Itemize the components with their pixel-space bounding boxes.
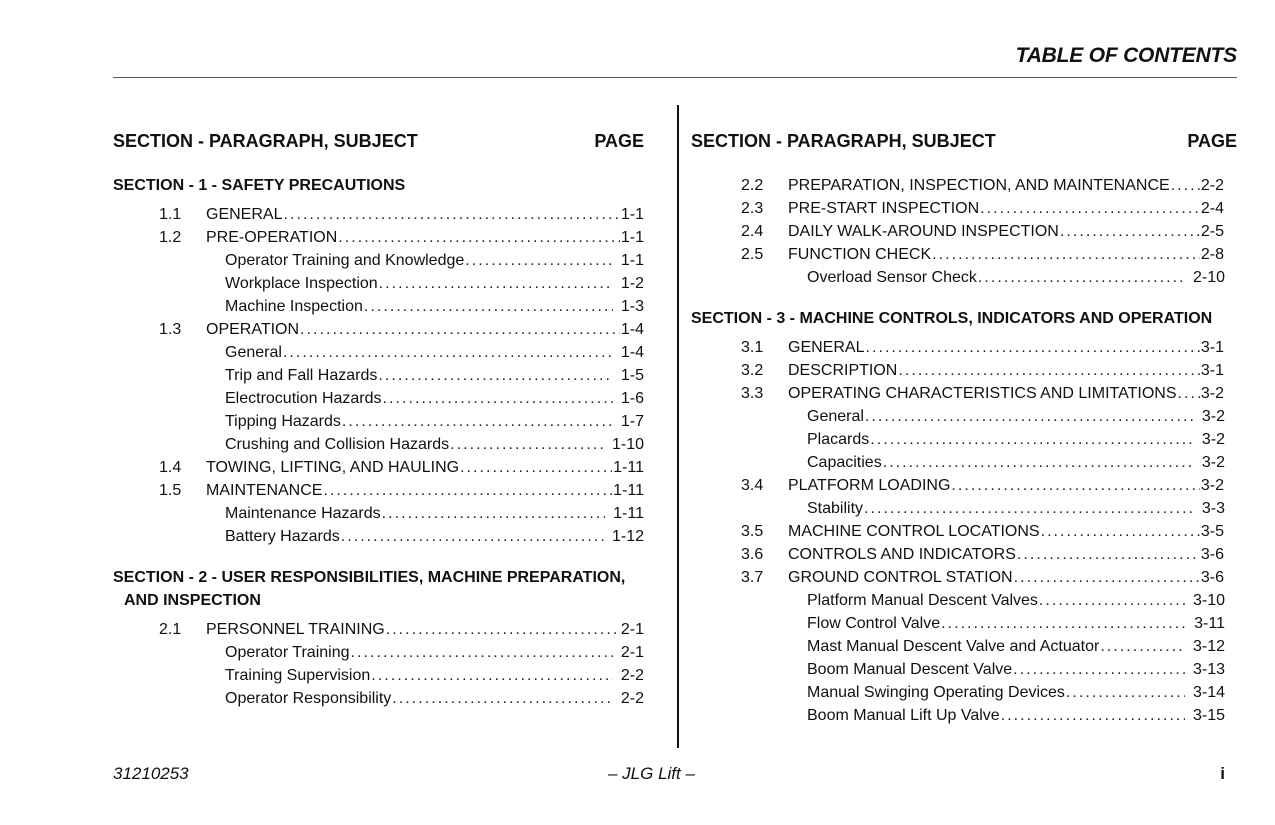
dot-leader [951, 474, 1199, 497]
section-heading [113, 174, 644, 197]
dot-leader [283, 341, 613, 364]
toc-entry-title: Manual Swinging Operating Devices [807, 684, 1065, 701]
toc-entry-number: 1.2 [159, 229, 182, 246]
toc-entry-title: Crushing and Collision Hazards [225, 436, 450, 453]
toc-subentry[interactable] [691, 497, 1237, 520]
dot-leader [865, 336, 1199, 359]
toc-entry-title: Machine Inspection [225, 298, 363, 315]
toc-entry-page: 1-12 [611, 528, 644, 545]
toc-entry[interactable] [691, 197, 1237, 220]
toc-entry-page: 1-2 [620, 275, 644, 292]
dot-leader [980, 197, 1200, 220]
toc-entry-page: 2-1 [620, 621, 644, 638]
toc-sections [691, 174, 1237, 727]
dot-leader [450, 433, 604, 456]
toc-right-column [691, 126, 1237, 727]
toc-subentry[interactable] [691, 589, 1237, 612]
toc-subentry[interactable] [113, 525, 644, 548]
dot-leader [323, 479, 612, 502]
toc-entry-title: Capacities [807, 454, 882, 471]
toc-entry-number: 3.5 [741, 523, 764, 540]
toc-subentry[interactable] [113, 502, 644, 525]
toc-entry-title: General [225, 344, 282, 361]
toc-entry-title: Battery Hazards [225, 528, 340, 545]
dot-leader [378, 364, 613, 387]
toc-entry-number: 3.2 [741, 362, 764, 379]
toc-entry-page: 3-11 [1194, 615, 1225, 632]
toc-entry[interactable] [691, 220, 1237, 243]
toc-entry-page: 3-1 [1200, 339, 1224, 356]
toc-entry-title: MACHINE CONTROL LOCATIONS [788, 523, 1040, 540]
toc-entry-page: 1-11 [613, 482, 644, 499]
toc-entry-title: Platform Manual Descent Valves [807, 592, 1038, 609]
column-heading-page: PAGE [594, 131, 644, 151]
toc-entry-title: Training Supervision [225, 667, 371, 684]
toc-entry-title: TOWING, LIFTING, AND HAULING [206, 459, 460, 476]
toc-entry-title: PERSONNEL TRAINING [206, 621, 385, 638]
toc-entry-page: 1-4 [620, 321, 644, 338]
dot-leader [870, 428, 1194, 451]
toc-entry-number: 1.1 [159, 206, 182, 223]
toc-subentry[interactable] [113, 341, 644, 364]
toc-entry-number: 2.2 [741, 177, 764, 194]
toc-subentry[interactable] [113, 433, 644, 456]
toc-entry-title: FUNCTION CHECK [788, 246, 932, 263]
column-heading-page: PAGE [1187, 131, 1237, 151]
toc-entry-title: Boom Manual Lift Up Valve [807, 707, 1000, 724]
dot-leader [1001, 704, 1185, 727]
toc-entry[interactable] [691, 566, 1237, 589]
section-heading-text: SECTION - 1 - SAFETY PRECAUTIONS [113, 177, 406, 194]
dot-leader [1014, 566, 1200, 589]
toc-entry-title: Maintenance Hazards [225, 505, 381, 522]
dot-leader [864, 497, 1194, 520]
toc-entry-title: DESCRIPTION [788, 362, 898, 379]
section-heading [113, 566, 644, 612]
column-heading [113, 126, 644, 156]
toc-entry-number: 1.5 [159, 482, 182, 499]
toc-entry-page: 2-2 [620, 690, 644, 707]
toc-entry-title: Boom Manual Descent Valve [807, 661, 1013, 678]
dot-leader [342, 410, 613, 433]
toc-entry-page: 1-11 [613, 459, 644, 476]
footer-brand: – JLG Lift – [608, 764, 695, 783]
toc-entry-title: PREPARATION, INSPECTION, AND MAINTENANCE [788, 177, 1170, 194]
dot-leader [978, 266, 1185, 289]
toc-entry-list [691, 174, 1237, 289]
toc-entry-page: 3-13 [1192, 661, 1225, 678]
toc-entry-page: 3-6 [1200, 546, 1224, 563]
dot-leader [1177, 382, 1199, 405]
toc-entry-title: Operator Training and Knowledge [225, 252, 465, 269]
toc-entry-title: Stability [807, 500, 864, 517]
toc-entry-title: Operator Responsibility [225, 690, 392, 707]
dot-leader [1060, 220, 1200, 243]
toc-entry[interactable] [691, 243, 1237, 266]
toc-entry[interactable] [691, 520, 1237, 543]
toc-subentry[interactable] [691, 681, 1237, 704]
toc-entry-number: 1.3 [159, 321, 182, 338]
dot-leader [283, 203, 619, 226]
toc-entry[interactable] [113, 203, 644, 226]
toc-subentry[interactable] [113, 641, 644, 664]
column-heading-subject: SECTION - PARAGRAPH, SUBJECT [113, 131, 418, 151]
toc-entry-page: 3-12 [1192, 638, 1225, 655]
toc-entry-title: MAINTENANCE [206, 482, 323, 499]
toc-entry-title: Workplace Inspection [225, 275, 378, 292]
toc-entry-number: 3.3 [741, 385, 764, 402]
toc-entry-title: PLATFORM LOADING [788, 477, 951, 494]
toc-subentry[interactable] [691, 266, 1237, 289]
toc-subentry[interactable] [113, 249, 644, 272]
dot-leader [883, 451, 1194, 474]
dot-leader [932, 243, 1200, 266]
toc-entry[interactable] [691, 359, 1237, 382]
toc-entry-title: GENERAL [206, 206, 283, 223]
section-heading-text: SECTION - 2 - USER RESPONSIBILITIES, MACHINE PREPARATION, [113, 569, 626, 586]
toc-entry-page: 1-6 [620, 390, 644, 407]
column-heading [691, 126, 1237, 156]
toc-subentry[interactable] [691, 428, 1237, 451]
dot-leader [382, 502, 606, 525]
column-divider [677, 105, 679, 748]
toc-entry-title: PRE-OPERATION [206, 229, 338, 246]
dot-leader [865, 405, 1194, 428]
dot-leader [941, 612, 1186, 635]
toc-entry-number: 2.3 [741, 200, 764, 217]
toc-subentry[interactable] [691, 451, 1237, 474]
dot-leader [392, 687, 613, 710]
toc-entry-title: General [807, 408, 864, 425]
toc-entry-page: 3-14 [1192, 684, 1225, 701]
toc-left-column [113, 126, 644, 710]
toc-entry-page: 2-5 [1200, 223, 1224, 240]
toc-entry-list [691, 336, 1237, 727]
toc-entry-page: 1-10 [611, 436, 644, 453]
section-heading-text: SECTION - 3 - MACHINE CONTROLS, INDICATORS AND OPERATION [691, 310, 1213, 327]
dot-leader [383, 387, 613, 410]
section-heading-continuation: AND INSPECTION [124, 592, 261, 609]
toc-entry-page: 2-2 [620, 667, 644, 684]
dot-leader [465, 249, 613, 272]
toc-subentry[interactable] [113, 664, 644, 687]
dot-leader [460, 456, 612, 479]
toc-entry-page: 3-2 [1200, 385, 1224, 402]
dot-leader [898, 359, 1200, 382]
dot-leader [1066, 681, 1185, 704]
toc-entry[interactable] [113, 479, 644, 502]
toc-entry-page: 3-2 [1201, 408, 1225, 425]
toc-entry-page: 3-2 [1201, 454, 1225, 471]
toc-entry-title: Operator Training [225, 644, 350, 661]
toc-entry-title: OPERATING CHARACTERISTICS AND LIMITATIONS [788, 385, 1177, 402]
toc-entry-number: 2.1 [159, 621, 182, 638]
toc-entry-list [113, 618, 644, 710]
toc-entry-page: 2-4 [1200, 200, 1224, 217]
toc-subentry[interactable] [113, 687, 644, 710]
toc-subentry[interactable] [113, 295, 644, 318]
toc-entry[interactable] [113, 226, 644, 249]
dot-leader [1017, 543, 1200, 566]
dot-leader [379, 272, 613, 295]
toc-entry-title: GENERAL [788, 339, 865, 356]
toc-entry-page: 2-8 [1200, 246, 1224, 263]
toc-entry-title: Tipping Hazards [225, 413, 341, 430]
toc-entry-page: 3-2 [1201, 431, 1225, 448]
toc-entry-page: 1-11 [613, 505, 644, 522]
dot-leader [1041, 520, 1200, 543]
toc-subentry[interactable] [691, 658, 1237, 681]
toc-subentry[interactable] [113, 387, 644, 410]
toc-entry-page: 1-5 [620, 367, 644, 384]
toc-entry-page: 2-2 [1200, 177, 1224, 194]
toc-entry-title: Mast Manual Descent Valve and Actuator [807, 638, 1100, 655]
toc-entry-title: CONTROLS AND INDICATORS [788, 546, 1016, 563]
toc-entry[interactable] [113, 318, 644, 341]
page-number: i [1220, 764, 1225, 783]
dot-leader [300, 318, 620, 341]
toc-entry-page: 1-1 [620, 206, 644, 223]
toc-entry-title: Overload Sensor Check [807, 269, 977, 286]
toc-entry-title: Placards [807, 431, 870, 448]
toc-entry-page: 3-10 [1192, 592, 1225, 609]
toc-subentry[interactable] [691, 405, 1237, 428]
toc-entry-title: OPERATION [206, 321, 300, 338]
toc-entry-title: Electrocution Hazards [225, 390, 382, 407]
toc-entry[interactable] [113, 456, 644, 479]
toc-entry-title: Trip and Fall Hazards [225, 367, 378, 384]
toc-entry-page: 3-3 [1201, 500, 1225, 517]
toc-entry[interactable] [691, 174, 1237, 197]
toc-entry-list [113, 203, 644, 548]
toc-entry-page: 3-5 [1200, 523, 1224, 540]
dot-leader [364, 295, 613, 318]
toc-entry[interactable] [113, 618, 644, 641]
toc-entry-title: Flow Control Valve [807, 615, 941, 632]
toc-subentry[interactable] [691, 635, 1237, 658]
toc-entry-page: 1-4 [620, 344, 644, 361]
toc-entry-number: 3.6 [741, 546, 764, 563]
toc-entry-page: 3-2 [1200, 477, 1224, 494]
toc-sections [113, 174, 644, 710]
toc-entry-page: 2-1 [620, 644, 644, 661]
column-heading-subject: SECTION - PARAGRAPH, SUBJECT [691, 131, 996, 151]
toc-entry-page: 1-7 [620, 413, 644, 430]
dot-leader [1100, 635, 1185, 658]
toc-entry-title: DAILY WALK-AROUND INSPECTION [788, 223, 1059, 240]
toc-entry-page: 3-1 [1200, 362, 1224, 379]
toc-subentry[interactable] [113, 272, 644, 295]
toc-entry-page: 3-15 [1192, 707, 1225, 724]
toc-entry-number: 2.5 [741, 246, 764, 263]
toc-entry-page: 2-10 [1192, 269, 1225, 286]
toc-subentry[interactable] [691, 704, 1237, 727]
toc-entry-number: 3.4 [741, 477, 764, 494]
toc-subentry[interactable] [113, 410, 644, 433]
dot-leader [341, 525, 604, 548]
dot-leader [371, 664, 613, 687]
toc-entry-number: 3.1 [741, 339, 764, 356]
toc-subentry[interactable] [113, 364, 644, 387]
toc-entry-number: 2.4 [741, 223, 764, 240]
dot-leader [386, 618, 620, 641]
toc-entry[interactable] [691, 543, 1237, 566]
dot-leader [351, 641, 613, 664]
toc-entry-page: 1-3 [620, 298, 644, 315]
toc-entry[interactable] [691, 382, 1237, 405]
toc-entry-page: 3-6 [1200, 569, 1224, 586]
toc-entry[interactable] [691, 336, 1237, 359]
toc-entry-number: 3.7 [741, 569, 764, 586]
page-title: TABLE OF CONTENTS [1015, 44, 1237, 67]
dot-leader [1171, 174, 1200, 197]
dot-leader [1013, 658, 1185, 681]
toc-entry[interactable] [691, 474, 1237, 497]
toc-entry-page: 1-1 [620, 252, 644, 269]
toc-entry-number: 1.4 [159, 459, 182, 476]
document-number: 31210253 [113, 764, 189, 783]
section-heading [691, 307, 1237, 330]
toc-entry-title: GROUND CONTROL STATION [788, 569, 1013, 586]
header-rule [113, 77, 1237, 78]
toc-entry-page: 1-1 [620, 229, 644, 246]
toc-subentry[interactable] [691, 612, 1237, 635]
toc-entry-title: PRE-START INSPECTION [788, 200, 980, 217]
dot-leader [1039, 589, 1185, 612]
dot-leader [338, 226, 620, 249]
